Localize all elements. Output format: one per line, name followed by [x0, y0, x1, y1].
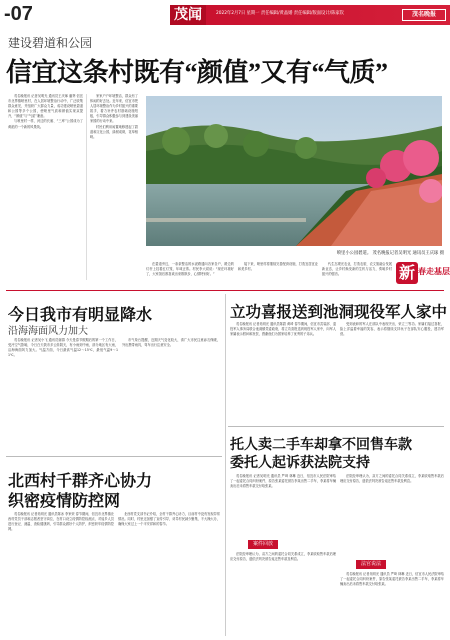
top-story-headline: 信宜这条村既有“颜值”又有“气质” [6, 58, 388, 87]
section-title: 茂闻 [170, 5, 206, 25]
sports-col1-p1: 茂名晚报讯 记者吴明光 通讯员陈冰 李家荣 春节期间，信宜市北界镇北西村党员干部和志愿者坚守岗位，在村口设立疫情防控检测点，对返乡人员进行登记、测温、查验健康码，引导群众做好个人防护，织密织牢疫情防控网。 [8, 512, 114, 532]
weather-col1 [8, 338, 118, 450]
case-review-box: 案件回放 [248, 540, 278, 549]
page-number: -07 [4, 3, 33, 25]
road-col1 [230, 474, 336, 536]
top-story-col3-p1: 在碧道旁边，一条条整洁的水泥路通向各家各户，路边的灯杆上挂着红灯笼，年味正浓。村民李大叔说：“现在环境好了，大家饭后都喜欢出来散散步，心情特别好。” [146, 262, 234, 277]
road-subhead: 委托人起诉获法院支持 [230, 455, 370, 471]
weather-subhead: 沿海海面风力加大 [8, 326, 88, 337]
stamp-text: 春走基层 [418, 267, 450, 276]
top-story-col2-p1: 家家户户环境整洁，群众有了休闲的好去处。近年来，信宜市把人居环境整治作为乡村振兴的重要抓手，着力补齐农村基础设施短板，引导群众积极参与到建设美丽家园的行动中来。 [90, 94, 138, 124]
weather-col2 [122, 338, 220, 450]
top-story-col1 [8, 94, 83, 282]
top-story-col3 [146, 262, 234, 284]
top-story-photo [146, 96, 442, 246]
top-story-col4-p1: 接下来，喷里村将继续完善配套设施，打造宜居宜业和美乡村。 [238, 262, 318, 272]
road-col1b [230, 552, 336, 634]
weddings-col1-p1: 茂名晚报讯 记者吴明光 通讯员陈碧 黄琦 春节期间，信宜市武装部、退役军人事务局联合池洞镇党委政府，将立功喜报送到现役军人家中，向军人家属表示慰问和祝贺，感谢他们为国家培养了优秀的子弟兵。 [230, 322, 336, 337]
sports-subhead: 织密疫情防控网 [8, 491, 121, 510]
top-story-col2 [90, 94, 138, 282]
weddings-col2 [340, 322, 444, 418]
top-story-col2-p2: 村民们利用闲置地修建起了碧道和文化公园，绿树成荫，花草相映。 [90, 124, 138, 139]
road-col2 [340, 474, 444, 554]
top-story-col4 [238, 262, 318, 284]
photo-caption: 喷里小公园碧道。 茂名晚报记者吴明光 通讯员王庆琢 摄 [336, 251, 444, 256]
road-headline: 托人卖二手车却拿不回售车款 [230, 437, 412, 453]
top-story-tail [322, 262, 392, 284]
road-col2b [340, 572, 444, 634]
header-bar [0, 0, 450, 28]
weddings-headline: 立功喜报送到池洞现役军人家中 [230, 303, 448, 321]
weddings-col2-p1: 受到表彰的军人在部队中表现突出，荣立三等功。家属们接过喜报，脸上洋溢着幸福的笑容，表示将继续支持孩子在部队安心服役，建功军营。 [340, 322, 444, 337]
paper-logo: 茂名晚报 [402, 9, 446, 21]
weather-col2-p1: 市气象台提醒，近期天气变化较大，请广大市民注意添衣保暖，外出携带雨具，驾车出行注意安全。 [122, 338, 220, 348]
stamp-big-char: 新 [396, 262, 418, 284]
sports-col2 [118, 512, 220, 634]
sports-col2-p1: 北西村党支部书记介绍，全村干群齐心协力，目前村中没有发现异常情况。同时，村里还加强了宣传引导，劝导村民减少聚集，不大操大办，确保大家过上一个平安祥和的春节。 [118, 512, 220, 527]
dateline: 2022年2月7日 星期一 责任编辑/黄晶婚 责任编辑/版面设计/陈家钦 [216, 11, 344, 16]
top-story-col1-p2: 与喷里村一样，河边的长廊、“三库”公园成为了黄泥的一个新的风景线。 [8, 119, 83, 129]
road-col1-p1: 茂名晚报讯 记者吴明光 通讯员 严琦 林琳 近日，信宜市人民法院审结了一起委托合同纠纷案件，原告张某委托被告李某出售二手车，李某将车辆卖出后未将售车款交付给张某。 [230, 474, 336, 489]
road-col2-p1: 法院经审理认为，双方之间的委托合同关系成立，李某收取售车款后理应交付原告，遂依法判决被告返还售车款及利息。 [340, 474, 444, 484]
sports-headline: 北西村千群齐心协力 [8, 471, 153, 490]
top-story-kicker: 建设碧道和公园 [8, 36, 93, 50]
judge-comment-box: 法官说法 [356, 560, 386, 569]
road-col1b-p1: 法院经审理认为，双方之间的委托合同关系成立，李某收取售车款后理应交付原告，遂依法判决被告返还售车款及利息。 [230, 552, 336, 562]
park-path-photo [146, 96, 442, 246]
weather-headline: 今日我市有明显降水 [8, 305, 153, 324]
sports-col1 [8, 512, 114, 634]
weddings-col1 [230, 322, 336, 418]
road-col2b-p1: 茂名晚报讯 记者吴明光 通讯员 严琦 林琳 近日，信宜市人民法院审结了一起委托合同纠纷案件，原告张某委托被告李某出售二手车，李某将车辆卖出后未将售车款交付给张某。 [340, 572, 444, 587]
new-spring-stamp [396, 262, 450, 284]
weather-col1-p1: 茂名晚报讯 记者吴小飞 通讯员谢群 今天是春节假期后的第一个工作日，受冷空气影响，今日白天我市多云转阴天，有小雨到中雨，部分地区有大雨，沿海海面风力加大。气温方面，今日最高气温12～15℃，最低气温9～11℃。 [8, 338, 118, 358]
top-story-col1-p1: 茂名晚报讯 记者吴明光 通讯员王庆琢 潘葵 信宜市北界镇喷里村，在人居环境整治行动中，广泛收集群众意见，并组织广大群众力量，成功建设喷里碧道和公园等多个公园，使喷里气质和颜值实现双提升，“颜值”与“气质”兼备。 [8, 94, 83, 119]
top-story-tail-p: 代生态观光农业，打造农旅、农文旅融合发展新业态，让乡村焕发新的生机与活力，奏响乡村振兴的强音。 [322, 262, 392, 277]
